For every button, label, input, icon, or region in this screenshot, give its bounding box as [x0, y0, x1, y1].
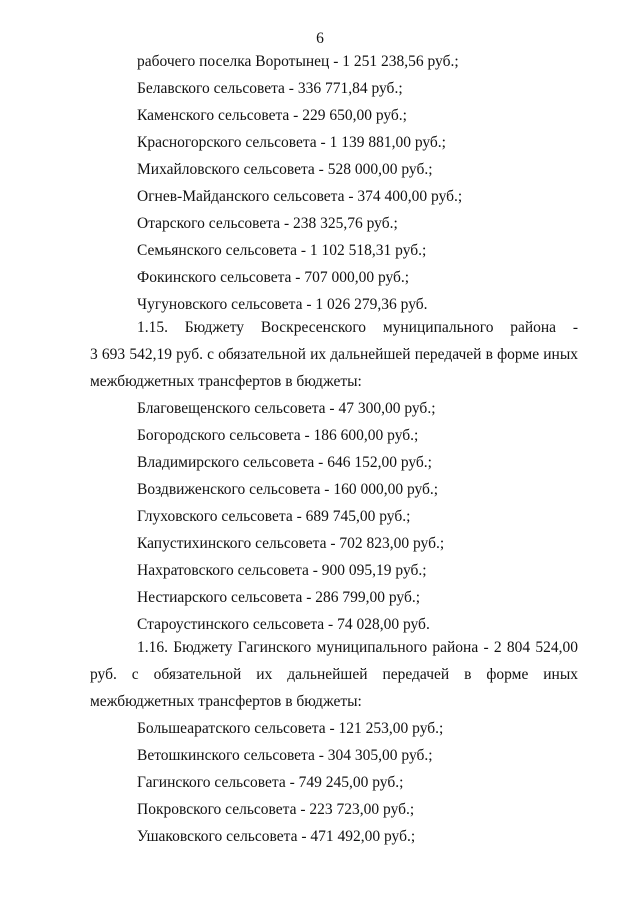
- list-item: Отарского сельсовета - 238 325,76 руб.;: [137, 215, 398, 232]
- list-item: Каменского сельсовета - 229 650,00 руб.;: [137, 107, 407, 124]
- paragraph-line: руб. с обязательной их дальнейшей передачей в форме иных: [90, 666, 578, 683]
- list-item: Покровского сельсовета - 223 723,00 руб.;: [137, 801, 415, 818]
- list-item: Богородского сельсовета - 186 600,00 руб.;: [137, 427, 419, 444]
- list-item: Нахратовского сельсовета - 900 095,19 руб.;: [137, 562, 427, 579]
- list-item: Чугуновского сельсовета - 1 026 279,36 руб.: [137, 296, 428, 313]
- list-item: Владимирского сельсовета - 646 152,00 руб.;: [137, 454, 432, 471]
- list-item: Ушаковского сельсовета - 471 492,00 руб.;: [137, 828, 416, 845]
- list-item: Михайловского сельсовета - 528 000,00 руб.;: [137, 161, 433, 178]
- list-item: Огнев-Майданского сельсовета - 374 400,00 руб.;: [137, 188, 463, 205]
- paragraph-heading: 1.15. Бюджету Воскресенского муниципального района -: [137, 319, 578, 336]
- list-item: Глуховского сельсовета - 689 745,00 руб.;: [137, 508, 411, 525]
- list-item: Красногорского сельсовета - 1 139 881,00 руб.;: [137, 134, 446, 151]
- list-item: Староустинского сельсовета - 74 028,00 руб.: [137, 616, 430, 633]
- list-item: Капустихинского сельсовета - 702 823,00 руб.;: [137, 535, 445, 552]
- paragraph-line: межбюджетных трансфертов в бюджеты:: [90, 373, 362, 390]
- list-item: Ветошкинского сельсовета - 304 305,00 руб.;: [137, 747, 433, 764]
- list-item: Белавского сельсовета - 336 771,84 руб.;: [137, 80, 403, 97]
- list-item: Большеаратского сельсовета - 121 253,00 руб.;: [137, 720, 444, 737]
- list-item: Гагинского сельсовета - 749 245,00 руб.;: [137, 774, 404, 791]
- list-item: Нестиарского сельсовета - 286 799,00 руб.;: [137, 589, 421, 606]
- list-item: Семьянского сельсовета - 1 102 518,31 руб.;: [137, 242, 427, 259]
- list-item: Благовещенского сельсовета - 47 300,00 руб.;: [137, 400, 436, 417]
- list-item: Фокинского сельсовета - 707 000,00 руб.;: [137, 269, 410, 286]
- page-number: 6: [316, 30, 324, 47]
- paragraph-line: 3 693 542,19 руб. с обязательной их дальнейшей передачей в форме иных: [90, 346, 578, 363]
- list-item: рабочего поселка Воротынец - 1 251 238,56 руб.;: [137, 53, 459, 70]
- paragraph-heading: 1.16. Бюджету Гагинского муниципального района - 2 804 524,00: [137, 639, 578, 656]
- paragraph-line: межбюджетных трансфертов в бюджеты:: [90, 693, 362, 710]
- list-item: Воздвиженского сельсовета - 160 000,00 руб.;: [137, 481, 439, 498]
